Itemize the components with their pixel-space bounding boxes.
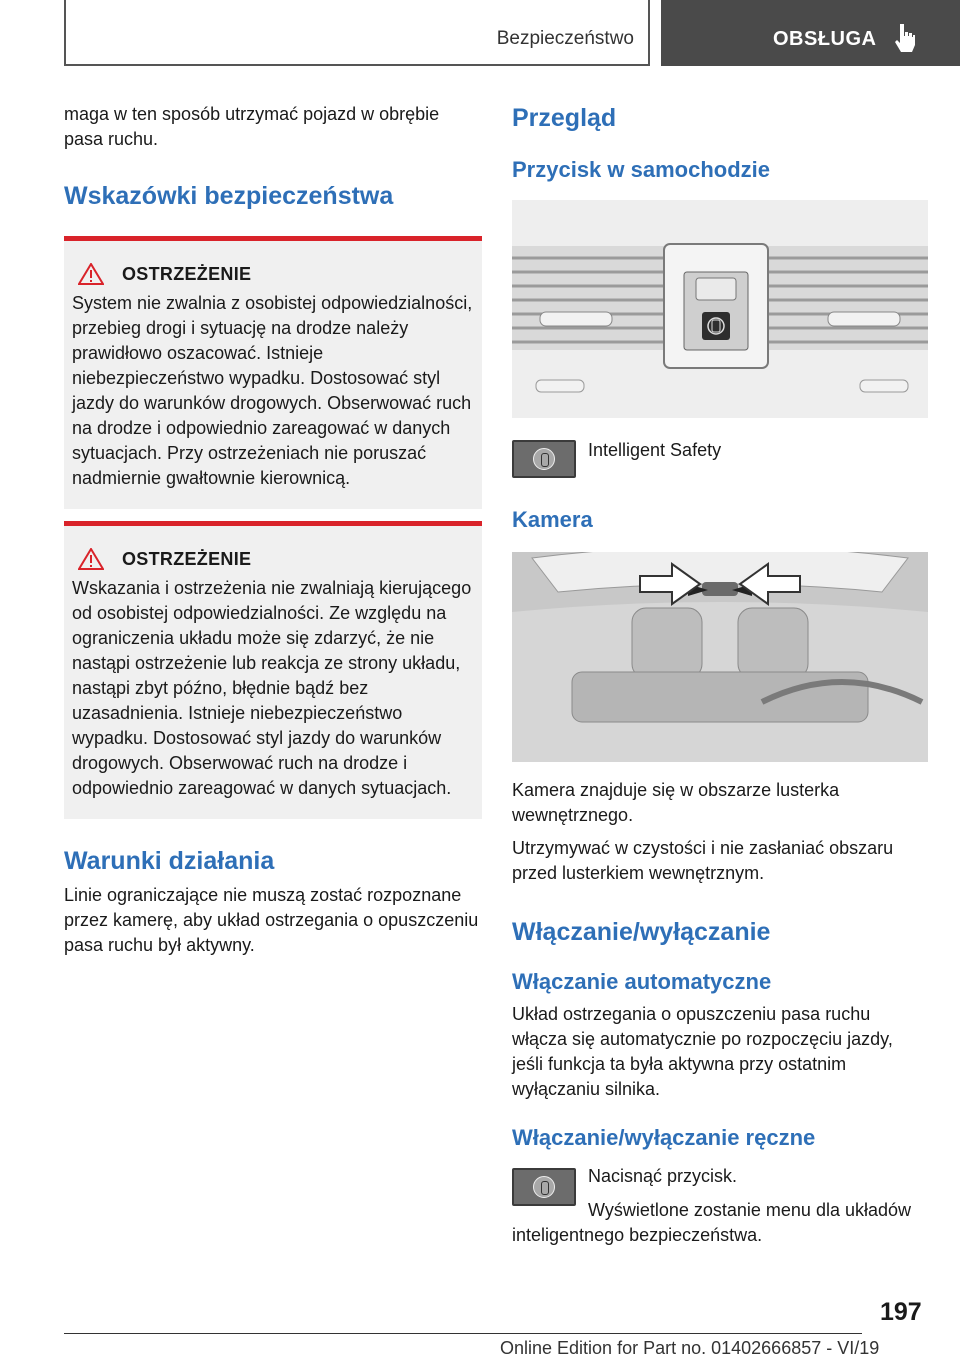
button-heading: Przycisk w samochodzie bbox=[512, 157, 770, 182]
car-interior-illustration bbox=[512, 552, 928, 762]
header-chapter-box bbox=[661, 0, 960, 66]
warning-text-1: System nie zwalnia z osobistej odpowiedzialności, przebieg drogi i sytuację na drodze należy prawidłowo oszacować. Istnieje niebezpieczeństwo wypadku. Dostosować styl jazdy do warunków drogowych. Obserwować ruch na drodze i odpowiednio zareagować w danych sytuacjach. Przy ostrzeżeniach nie poruszać nadmiernie gwałtownie kierownicą. bbox=[72, 293, 473, 488]
conditions-paragraph: Linie ograniczające nie muszą zostać rozpoznane przez kamerę, aby układ ostrzegania o opuszczeniu pasa ruchu był aktywny. bbox=[64, 885, 479, 955]
warning-title-1: OSTRZEŻENIE bbox=[122, 263, 252, 284]
manual-step-2: Wyświetlone zostanie menu dla układów inteligentnego bezpieczeństwa. bbox=[512, 1200, 912, 1245]
manual-step-1: Nacisnąć przycisk. bbox=[588, 1166, 738, 1186]
page-number: 197 bbox=[880, 1298, 922, 1326]
manual-heading: Włączanie/wyłączanie ręczne bbox=[512, 1125, 816, 1150]
header-section-title: Bezpieczeństwo bbox=[496, 28, 634, 49]
camera-paragraph-1: Kamera znajduje się w obszarze lusterka wewnętrznego. bbox=[512, 780, 840, 825]
camera-paragraph-2: Utrzymywać w czystości i nie zasłaniać obszaru przed lusterkiem wewnętrznym. bbox=[512, 838, 894, 883]
header-chapter-title: OBSŁUGA bbox=[773, 28, 877, 50]
header-section-box bbox=[64, 0, 650, 66]
footer-edition: Online Edition for Part no. 01402666857 - VI/19 bbox=[500, 1338, 880, 1358]
hand-pointer-icon bbox=[893, 22, 915, 52]
intelligent-safety-label: Intelligent Safety bbox=[588, 440, 722, 460]
auto-paragraph: Układ ostrzegania o opuszczeniu pasa ruchu włącza się automatycznie po rozpoczęciu jazdy, jeśli funkcja ta była aktywna przy ostatnim wyłączaniu silnika. bbox=[512, 1004, 893, 1099]
footer-divider bbox=[64, 1333, 862, 1334]
intelligent-safety-key-row bbox=[512, 440, 928, 478]
warning-triangle-icon bbox=[78, 548, 104, 570]
right-column bbox=[512, 102, 928, 1248]
onoff-heading: Włączanie/wyłączanie bbox=[512, 918, 771, 946]
auto-heading: Włączanie automatyczne bbox=[512, 969, 772, 994]
warning-text-2: Wskazania i ostrzeżenia nie zwalniają kierującego od osobistej odpowiedzialności. Ze względu na ograniczenia układu może się zdarzyć, że nie nastąpi ostrzeżenie lub reakcja ze strony układu, nastąpi zbyt późno, błędnie bądź bez uzasadnienia. Istnieje niebezpieczeństwo wypadku. Dostosować styl jazdy do warunków drogowych. Obserwować ruch na drodze i odpowiednio zareagować w danych sytuacjach. bbox=[72, 578, 472, 798]
intelligent-safety-button-icon bbox=[512, 440, 576, 478]
warning-title-2: OSTRZEŻENIE bbox=[122, 548, 252, 569]
safety-heading: Wskazówki bezpieczeństwa bbox=[64, 182, 394, 210]
warning-triangle-icon bbox=[78, 263, 104, 285]
camera-heading: Kamera bbox=[512, 507, 593, 532]
dashboard-vent-illustration bbox=[512, 200, 928, 418]
warning-box-1 bbox=[64, 236, 482, 509]
dashboard-button-figure bbox=[512, 200, 928, 418]
intelligent-safety-button-icon bbox=[512, 1168, 576, 1206]
conditions-heading: Warunki działania bbox=[64, 847, 275, 875]
overview-heading: Przegląd bbox=[512, 104, 617, 132]
left-column bbox=[64, 102, 482, 958]
warning-box-2 bbox=[64, 521, 482, 819]
intro-paragraph: maga w ten sposób utrzymać pojazd w obrębie pasa ruchu. bbox=[64, 104, 440, 149]
camera-figure bbox=[512, 552, 928, 762]
